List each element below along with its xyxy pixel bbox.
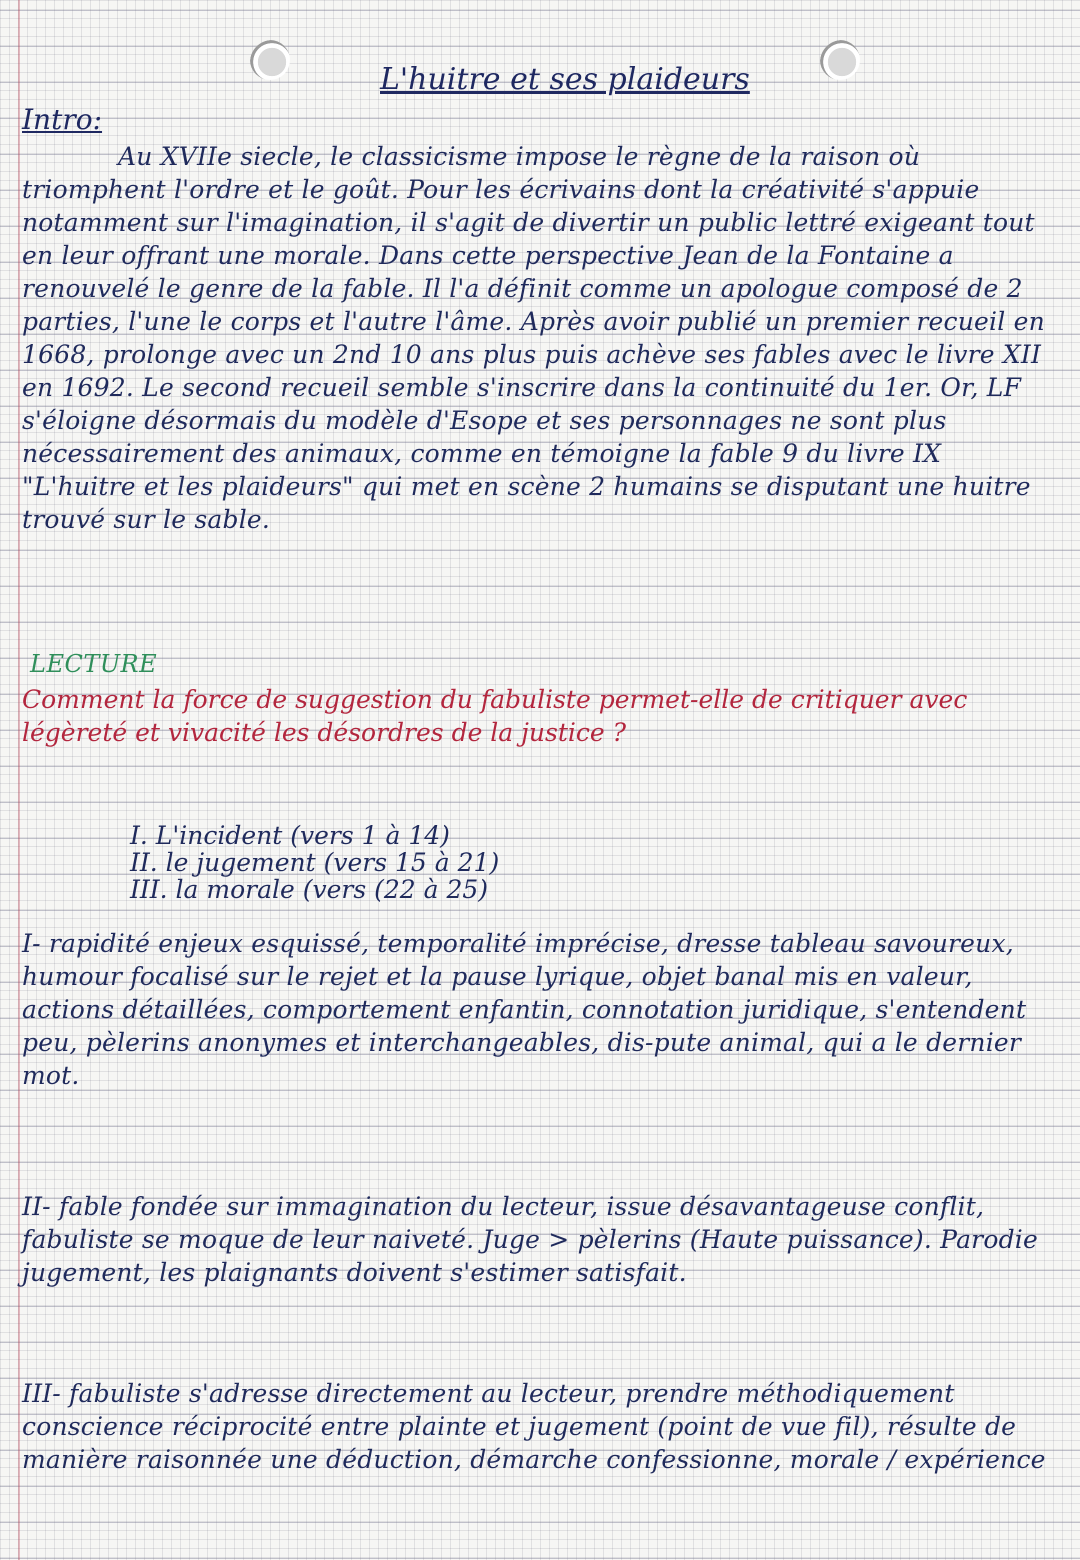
problematique-question: Comment la force de suggestion du fabuliste permet-elle de critiquer avec légèreté et vivacité les désordres de la justice ?: [22, 685, 968, 747]
binder-hole-left: [250, 40, 290, 80]
plan-item-3: III. la morale (vers (22 à 25): [130, 875, 489, 904]
plan-item-2: II. le jugement (vers 15 à 21): [130, 848, 500, 877]
plan-item-1: I. L'incident (vers 1 à 14): [130, 821, 450, 850]
page-title: L'huitre et ses plaideurs: [380, 62, 750, 97]
part-2-notes: II- fable fondée sur immagination du lecteur, issue désavantageuse conflit, fabuliste se moque de leur naiveté. Juge > pèlerins (Haute puissance). Parodie jugement, les plaignants doivent s'estimer satisfait.: [22, 1192, 1038, 1287]
part-1-notes: I- rapidité enjeux esquissé, temporalité imprécise, dresse tableau savoureux, humour focalisé sur le rejet et la pause lyrique, objet banal mis en valeur, actions détaillées, comportement enfantin, connotation juridique, s'entendent peu, pèlerins anonymes et interchangeables, dis-pute animal, qui a le dernier mot.: [22, 929, 1027, 1090]
margin-line: [18, 0, 20, 1560]
binder-hole-right: [820, 40, 860, 80]
plan-list: [130, 822, 499, 903]
part-3-notes: III- fabuliste s'adresse directement au lecteur, prendre méthodiquement conscience réciprocité entre plainte et jugement (point de vue fil), résulte de manière raisonnée une déduction, démarche confessionne, morale / expérience: [22, 1379, 1046, 1474]
intro-paragraph: Au XVIIe siecle, le classicisme impose le règne de la raison où triomphent l'ordre et le goût. Pour les écrivains dont la créativité s'appuie notamment sur l'imagination, il s'agit de divertir un public lettré exigeant tout en leur offrant une morale. Dans cette perspective Jean de la Fontaine a renouvelé le genre de la fable. Il l'a définit comme un apologue composé de 2 parties, l'une le corps et l'autre l'âme. Après avoir publié un premier recueil en 1668, prolonge avec un 2nd 10 ans plus puis achève ses fables avec le livre XII en 1692. Le second recueil semble s'inscrire dans la continuité du 1er. Or, LF s'éloigne désormais du modèle d'Esope et ses personnages ne sont plus nécessairement des animaux, comme en témoigne la fable 9 du livre IX "L'huitre et les plaideurs" qui met en scène 2 humains se disputant une huitre trouvé sur le sable.: [22, 142, 1045, 534]
lecture-heading: LECTURE: [30, 650, 158, 678]
intro-heading: Intro:: [22, 103, 103, 136]
